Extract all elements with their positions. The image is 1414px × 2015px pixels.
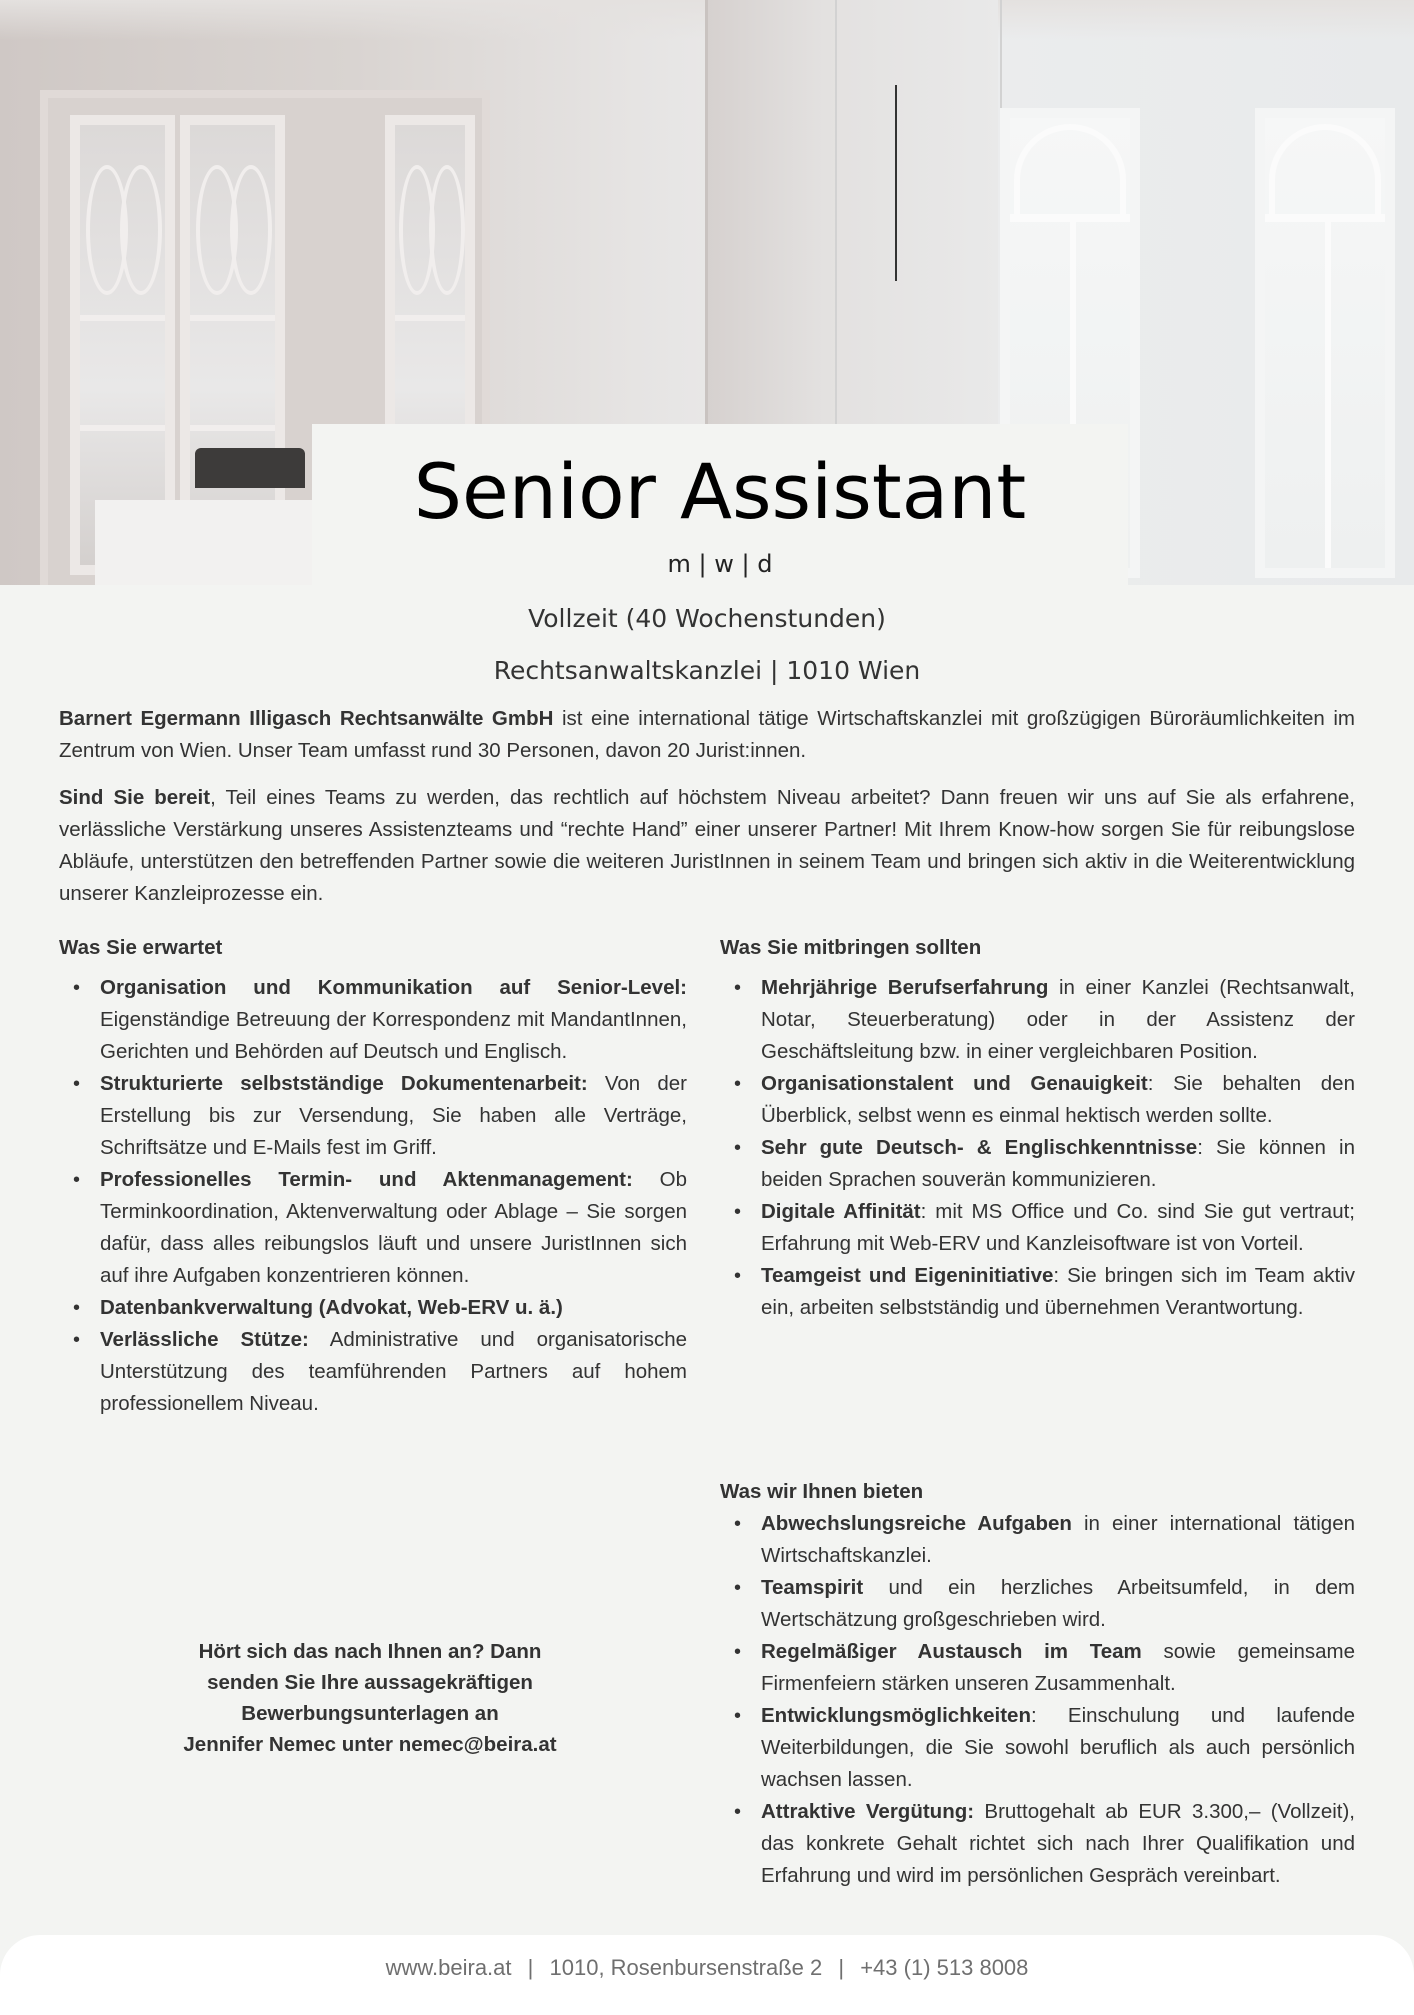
item-title: Organisationstalent und Genauigkeit [761, 1072, 1148, 1095]
phone-number[interactable]: +43 (1) 513 8008 [860, 1955, 1029, 1980]
separator: | [838, 1955, 845, 1980]
employment-type: Vollzeit (40 Wochenstunden) [528, 604, 886, 633]
list-item [761, 1572, 1355, 1636]
item-text: und ein herzliches Arbeitsumfeld, in dem Wertschätzung großgeschrieben wird. [761, 1576, 1355, 1631]
address: 1010, Rosenbursenstraße 2 [549, 1955, 823, 1980]
item-title: Teamgeist und Eigeninitiative [761, 1264, 1054, 1287]
cta-line: senden Sie Ihre aussagekräftigen [207, 1671, 533, 1694]
footer [0, 1935, 1414, 2015]
requirements-list [720, 972, 1355, 1324]
item-title: Digitale Affinität [761, 1200, 921, 1223]
list-item [761, 1508, 1355, 1572]
item-title: Professionelles Termin- und Aktenmanagement: [100, 1168, 633, 1191]
contact-email-link[interactable]: nemec@beira.at [398, 1733, 557, 1756]
intro-text: , Teil eines Teams zu werden, das rechtlich auf höchstem Niveau arbeitet? Dann freuen wir uns auf Sie als erfahrene, verlässliche Verstärkung unseres Assistenzteams und “rechte Hand” einer unserer Partner! Mit Ihrem Know-how sorgen Sie für reibungslose Abläufe, unterstützen den betreffenden Partner sowie die weiteren JuristInnen in seinem Team und bringen sich aktiv in die Weiterentwicklung unserer Kanzleiprozesse ein. [59, 786, 1355, 905]
item-text: : Sie behalten den Überblick, selbst wenn es einmal hektisch werden sollte. [761, 1072, 1355, 1127]
list-item [761, 1700, 1355, 1796]
hero-desk [95, 500, 325, 585]
section-heading: Was Sie erwartet [59, 936, 223, 959]
list-item [100, 1324, 687, 1420]
cta-line: Bewerbungsunterlagen an [241, 1702, 499, 1725]
item-title: Mehrjährige Berufserfahrung [761, 976, 1049, 999]
item-text: Von der Erstellung bis zur Versendung, Sie haben alle Verträge, Schriftsätze und E-Mails fest im Griff. [100, 1072, 687, 1159]
item-title: Sehr gute Deutsch- & Englischkenntnisse [761, 1136, 1198, 1159]
list-item [761, 1796, 1355, 1892]
item-text: : mit MS Office und Co. sind Sie gut vertraut; Erfahrung mit Web-ERV und Kanzleisoftware ist von Vorteil. [761, 1200, 1355, 1255]
list-item [761, 1636, 1355, 1700]
intro-lead: Sind Sie bereit [59, 786, 211, 809]
website-link[interactable]: www.beira.at [385, 1955, 512, 1980]
cta-line: Hört sich das nach Ihnen an? Dann [198, 1640, 542, 1663]
section-heading: Was wir Ihnen bieten [720, 1480, 924, 1503]
list-item [100, 1068, 687, 1164]
hero-window [1255, 108, 1395, 578]
cta-line [130, 1729, 610, 1760]
section-expectations [59, 932, 687, 1420]
intro-paragraph-company [59, 703, 1355, 767]
item-text: in einer international tätigen Wirtschaftskanzlei. [761, 1512, 1355, 1567]
item-title: Strukturierte selbstständige Dokumentenarbeit: [100, 1072, 588, 1095]
item-text: Administrative und organisatorische Unterstützung des teamführenden Partners auf hohem professionellem Niveau. [100, 1328, 687, 1415]
separator: | [527, 1955, 534, 1980]
item-title: Teamspirit [761, 1576, 864, 1599]
section-offer [720, 1476, 1355, 1892]
item-title: Attraktive Vergütung: [761, 1800, 975, 1823]
section-requirements [720, 932, 1355, 1324]
item-title: Abwechslungsreiche Aufgaben [761, 1512, 1072, 1535]
item-text: : Einschulung und laufende Weiterbildungen, die Sie sowohl beruflich als auch persönlich wachsen lassen. [761, 1704, 1355, 1791]
list-item [761, 1196, 1355, 1260]
hero-door-handle [895, 85, 897, 281]
expectations-list [59, 972, 687, 1420]
list-item [761, 1132, 1355, 1196]
item-text: Ob Terminkoordination, Aktenverwaltung oder Ablage – Sie sorgen dafür, dass alles reibungslos läuft und unsere JuristInnen sich auf ihre Aufgaben konzentrieren können. [100, 1168, 687, 1287]
gender-note: m | w | d [667, 550, 773, 578]
contact-person: Jennifer Nemec unter [183, 1733, 399, 1756]
list-item [761, 1260, 1355, 1324]
item-text: in einer Kanzlei (Rechtsanwalt, Notar, Steuerberatung) oder in der Assistenz der Geschäftsleitung bzw. in einer vergleichbaren Position. [761, 976, 1356, 1063]
application-call-to-action [130, 1636, 610, 1760]
item-title: Entwicklungsmöglichkeiten [761, 1704, 1031, 1727]
list-item [100, 1164, 687, 1292]
footer-contact [0, 1955, 1414, 1981]
list-item [761, 1068, 1355, 1132]
item-text: : Sie können in beiden Sprachen souverän kommunizieren. [761, 1136, 1355, 1191]
hero-chair [195, 448, 305, 488]
location-line: Rechtsanwaltskanzlei | 1010 Wien [493, 656, 921, 685]
list-item [100, 972, 687, 1068]
item-title: Verlässliche Stütze: [100, 1328, 309, 1351]
item-text: : Sie bringen sich im Team aktiv ein, arbeiten selbstständig und übernehmen Verantwortung. [761, 1264, 1355, 1319]
list-item [761, 972, 1355, 1068]
item-text: Bruttogehalt ab EUR 3.300,– (Vollzeit), das konkrete Gehalt richtet sich nach Ihrer Qualifikation und Erfahrung und wird im persönlichen Gespräch vereinbart. [761, 1800, 1355, 1887]
intro-paragraph-role [59, 782, 1355, 910]
job-title: Senior Assistant [413, 447, 1027, 536]
item-text: sowie gemeinsame Firmenfeiern stärken unseren Zusammenhalt. [761, 1640, 1356, 1695]
section-heading: Was Sie mitbringen sollten [720, 936, 982, 959]
list-item [100, 1292, 687, 1324]
title-box [312, 424, 1128, 585]
company-name: Barnert Egermann Illigasch Rechtsanwälte GmbH [59, 707, 554, 730]
item-title: Datenbankverwaltung (Advokat, Web-ERV u. ä.) [100, 1296, 563, 1319]
intro-text: ist eine international tätige Wirtschaftskanzlei mit großzügigen Büroräumlichkeiten im Zentrum von Wien. Unser Team umfasst rund 30 Personen, davon 20 Jurist:innen. [59, 707, 1355, 762]
item-title: Regelmäßiger Austausch im Team [761, 1640, 1142, 1663]
item-text: Eigenständige Betreuung der Korrespondenz mit MandantInnen, Gerichten und Behörden auf Deutsch und Englisch. [100, 1008, 687, 1063]
offer-list [720, 1508, 1355, 1892]
item-title: Organisation und Kommunikation auf Senior-Level: [100, 976, 687, 999]
